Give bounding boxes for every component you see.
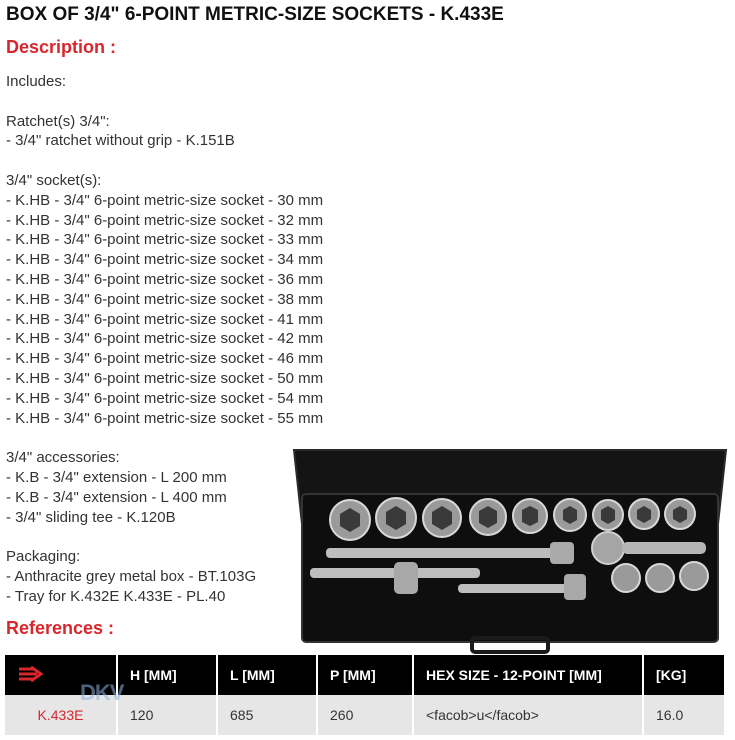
description-line: - K.HB - 3/4" 6-point metric-size socket - 36 mm xyxy=(6,271,324,288)
page-title: BOX OF 3/4" 6-POINT METRIC-SIZE SOCKETS - K.433E xyxy=(6,4,504,25)
description-line: - K.HB - 3/4" 6-point metric-size socket - 41 mm xyxy=(6,310,324,328)
cell-p: 260 xyxy=(317,695,413,735)
description-line: - K.HB - 3/4" 6-point metric-size socket - 33 mm xyxy=(6,231,324,249)
description-line: - K.HB - 3/4" 6-point metric-size socket - 42 mm xyxy=(6,330,324,348)
description-line: - K.HB - 3/4" 6-point metric-size socket - 55 mm xyxy=(6,409,324,427)
description-line: 3/4" accessories: xyxy=(6,449,120,467)
description-line: - K.HB - 3/4" 6-point metric-size socket - 32 mm xyxy=(6,211,324,229)
description-heading: Description : xyxy=(6,37,117,57)
description-line: Ratchet(s) 3/4": xyxy=(6,112,110,130)
description-line: - Tray for K.432E K.433E - PL.40 xyxy=(6,587,226,605)
column-header-h: H [MM] xyxy=(117,655,217,695)
description-line: 3/4" socket(s): xyxy=(6,172,102,189)
references-heading: References : xyxy=(6,618,115,638)
description-line: - K.HB - 3/4" 6-point metric-size socket - 34 mm xyxy=(6,251,324,269)
product-photo xyxy=(288,444,732,656)
description-line: - 3/4" sliding tee - K.120B xyxy=(6,508,176,526)
description-line: - K.HB - 3/4" 6-point metric-size socket - 38 mm xyxy=(6,290,324,308)
cell-h: 120 xyxy=(117,695,217,735)
column-header-p: P [MM] xyxy=(317,655,413,695)
description-line: - K.B - 3/4" extension - L 400 mm xyxy=(6,488,227,506)
description-line: - K.HB - 3/4" 6-point metric-size socket - 46 mm xyxy=(6,350,324,368)
description-line: - K.B - 3/4" extension - L 200 mm xyxy=(6,469,227,486)
description-line: - K.HB - 3/4" 6-point metric-size socket - 54 mm xyxy=(6,389,324,407)
red-arrow-icon xyxy=(17,665,43,683)
cell-l: 685 xyxy=(217,695,317,735)
description-line: - K.HB - 3/4" 6-point metric-size socket - 30 mm xyxy=(6,191,324,209)
description-line: Includes: xyxy=(6,73,67,90)
watermark-logo: DKV xyxy=(80,680,124,705)
description-line: Packaging: xyxy=(6,548,81,566)
description-line: - 3/4" ratchet without grip - K.151B xyxy=(6,132,235,150)
description-line: - Anthracite grey metal box - BT.103G xyxy=(6,568,257,585)
reference-link[interactable]: K.433E xyxy=(5,695,117,735)
cell-kg: 16.0 xyxy=(643,695,725,735)
cell-hex-size: <facob>u</facob> xyxy=(413,695,643,735)
column-header-l: L [MM] xyxy=(217,655,317,695)
column-header-hex-size: HEX SIZE - 12-POINT [MM] xyxy=(413,655,643,695)
description-line: - K.HB - 3/4" 6-point metric-size socket - 50 mm xyxy=(6,370,324,387)
column-header-kg: [KG] xyxy=(643,655,725,695)
